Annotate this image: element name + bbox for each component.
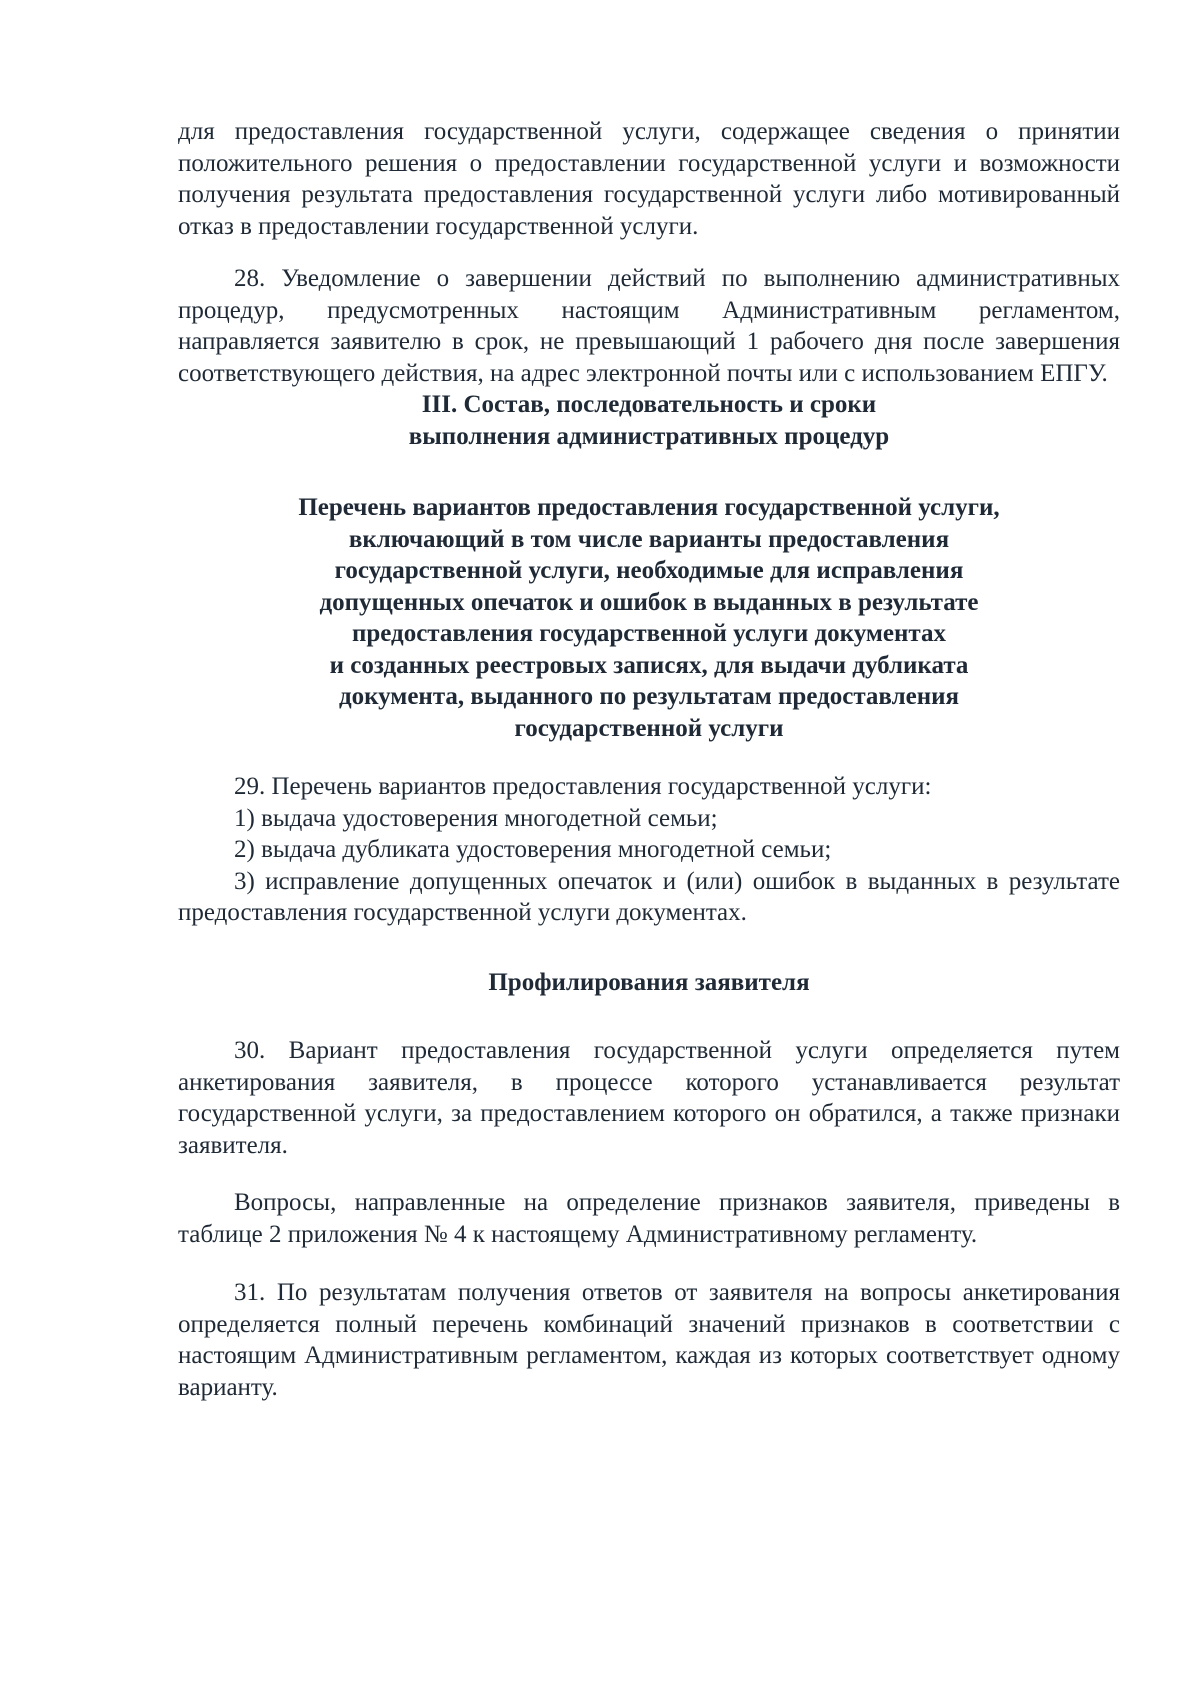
- subheading-line: предоставления государственной услуги документах: [351, 620, 947, 647]
- subheading-line: государственной услуги, необходимые для исправления: [334, 557, 964, 584]
- section-heading-line: III. Состав, последовательность и сроки: [421, 391, 877, 418]
- paragraph-questions: Вопросы, направленные на определение признаков заявителя, приведены в таблице 2 приложения № 4 к настоящему Административному регламенту.: [178, 1189, 1120, 1248]
- paragraph-30: 30. Вариант предоставления государственной услуги определяется путем анкетирования заявителя, в процессе которого устанавливается результат государственной услуги, за предоставлением которого он обратился, а также признаки заявителя.: [178, 1037, 1120, 1159]
- subheading-line: и созданных реестровых записях, для выдачи дубликата: [329, 651, 969, 679]
- document-body: [178, 116, 1120, 1403]
- subheading-profiling: Профилирования заявителя: [488, 968, 810, 996]
- list-item: 3) исправление допущенных опечаток и (или) ошибок в выданных в результате предоставления государственной услуги документах.: [178, 867, 1120, 926]
- section-heading-line: выполнения административных процедур: [408, 422, 890, 450]
- subheading-line: включающий в том числе варианты предоставления: [348, 525, 950, 553]
- list-item: 1) выдача удостоверения многодетной семьи;: [234, 804, 718, 832]
- intro-paragraph: для предоставления государственной услуги, содержащее сведения о принятии положительного решения о предоставлении государственной услуги и возможности получения результата предоставления государственной услуги либо мотивированный отказ в предоставлении государственной услуги.: [178, 118, 1120, 240]
- subheading-line: документа, выданного по результатам предоставления: [338, 683, 960, 710]
- section-heading: [178, 389, 1120, 452]
- paragraph-29: 29. Перечень вариантов предоставления государственной услуги:: [234, 773, 932, 800]
- subheading-variants: [178, 492, 1120, 744]
- list-item: 2) выдача дубликата удостоверения многодетной семьи;: [234, 836, 832, 863]
- paragraph-31: 31. По результатам получения ответов от заявителя на вопросы анкетирования определяется полный перечень комбинаций значений признаков в соответствии с настоящим Административным регламентом, каждая из которых соответствует одному варианту.: [178, 1279, 1120, 1401]
- subheading-line: Перечень вариантов предоставления государственной услуги,: [298, 494, 1000, 521]
- subheading-line: допущенных опечаток и ошибок в выданных в результате: [319, 588, 979, 616]
- paragraph-28: 28. Уведомление о завершении действий по выполнению административных процедур, предусмотренных настоящим Административным регламентом, направляется заявителю в срок, не превышающий 1 рабочего дня после завершения соответствующего действия, на адрес электронной почты или с использованием ЕПГУ.: [178, 265, 1120, 387]
- subheading-line: государственной услуги: [514, 714, 784, 742]
